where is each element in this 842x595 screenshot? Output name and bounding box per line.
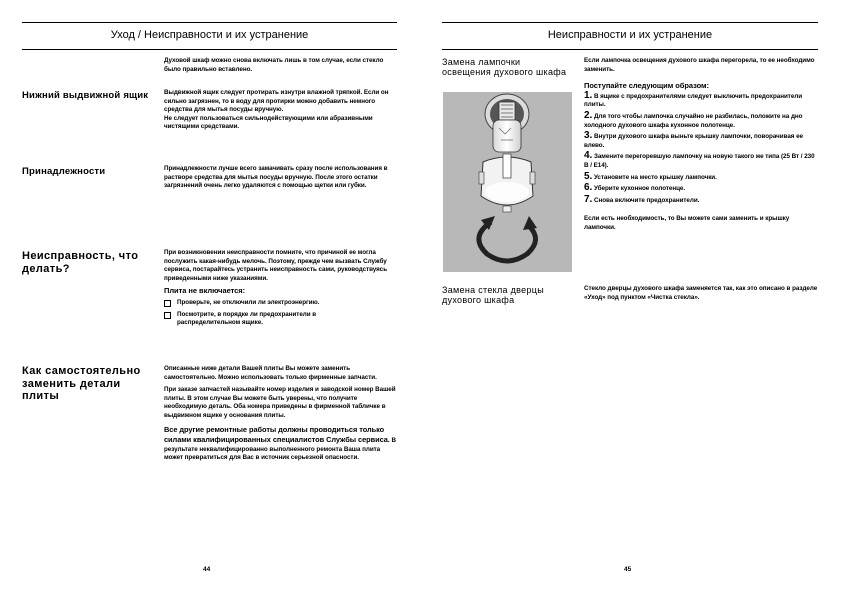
step-number: 7. bbox=[584, 193, 593, 205]
step-number: 1. bbox=[584, 89, 593, 101]
light-bulb-icon bbox=[493, 120, 521, 152]
glass-reinsert-note: Духовой шкаф можно снова включать лишь в том случае, если стекло было правильно вставлено. bbox=[164, 57, 384, 73]
section-body-glass: Стекло дверцы духового шкафа заменяется так, как это описано в разделе «Уход» под пунктом «Чистка стекла». bbox=[584, 285, 818, 301]
checklist-item bbox=[164, 299, 396, 308]
step-number: 3. bbox=[584, 130, 593, 142]
page-header: Уход / Неисправности и их устранение bbox=[22, 22, 397, 50]
section-heading-self-repair: Как самостоятельно заменить детали плиты bbox=[22, 365, 141, 402]
paragraph: При заказе запчастей называйте номер изделия и заводской номер Вашей плиты. В этом случае Вы можете быть уверены, что получите необходимую деталь. Оба номера приведены в фирменной табличке в выдвижном ящике у основания плиты. bbox=[164, 386, 396, 419]
section-body-lamp bbox=[584, 57, 818, 237]
page-header: Неисправности и их устранение bbox=[442, 22, 818, 50]
section-heading-glass: Замена стекла дверцы духового шкафа bbox=[442, 285, 544, 305]
paragraph: Принадлежности лучше всего замачивать сразу после использования в растворе средства для мытья посуды вручную. После этого остатки загрязнений очень легко удаляются с помощью щетки или губки. bbox=[164, 165, 388, 190]
step-number: 4. bbox=[584, 150, 593, 162]
step-text: Для того чтобы лампочка случайно не разбилась, положите на дно холодного духового шкафа кухонное полотенце. bbox=[584, 112, 803, 129]
step-item bbox=[584, 170, 818, 183]
page-number: 45 bbox=[624, 566, 632, 573]
paragraph: Не следует пользоваться сильнодействующими или абразивными чистящими средствами. bbox=[164, 114, 373, 131]
section-body-troubleshooting bbox=[164, 249, 396, 331]
section-heading-drawer: Нижний выдвижной ящик bbox=[22, 90, 149, 101]
section-heading-accessories: Принадлежности bbox=[22, 166, 106, 177]
step-number: 2. bbox=[584, 109, 593, 121]
section-body-self-repair bbox=[164, 365, 396, 463]
steps-title: Поступайте следующим образом: bbox=[584, 81, 709, 91]
lamp-cover-note: Если есть необходимость, то Вы можете сами заменить и крышку лампочки. bbox=[584, 215, 790, 231]
warning-tail: В результате неквалифицированно выполненного ремонта Ваша плита может превратиться для Вас в источник серьезной опасности. bbox=[164, 437, 397, 462]
step-text: Уберите кухонное полотенце. bbox=[593, 185, 686, 193]
checklist-item bbox=[164, 311, 396, 328]
paragraph: Если лампочка освещения духового шкафа перегорела, то ее необходимо заменить. bbox=[584, 57, 815, 73]
step-text: Замените перегоревшую лампочку на новую такого же типа (25 Вт / 230 В / E14). bbox=[584, 153, 815, 169]
step-text: В ящике с предохранителями следует выключить предохранители плиты. bbox=[584, 92, 803, 109]
step-text: Установите на место крышку лампочки. bbox=[593, 173, 717, 181]
warning-lead: Все другие ремонтные работы должны проводиться только силами квалифицированных специалистов Службы сервиса. bbox=[164, 424, 390, 445]
step-number: 5. bbox=[584, 170, 593, 182]
lamp-illustration-svg bbox=[443, 92, 572, 272]
page-45 bbox=[421, 0, 842, 595]
checkbox-icon bbox=[164, 300, 171, 307]
step-item bbox=[584, 152, 818, 170]
oven-lamp-replacement-illustration bbox=[443, 92, 572, 272]
section-body-drawer bbox=[164, 89, 396, 136]
subheading-not-switching-on: Плита не включается: bbox=[164, 286, 246, 296]
checklist-text: Проверьте, не отключили ли электроэнергию. bbox=[177, 298, 320, 306]
step-number: 6. bbox=[584, 182, 593, 194]
step-item bbox=[584, 132, 818, 150]
section-body-accessories bbox=[164, 165, 396, 195]
page-number: 44 bbox=[203, 566, 211, 573]
checkbox-icon bbox=[164, 312, 171, 319]
step-item bbox=[584, 109, 818, 130]
steps-list bbox=[584, 89, 818, 206]
step-item bbox=[584, 193, 818, 206]
section-heading-lamp: Замена лампочки освещения духового шкафа bbox=[442, 57, 567, 77]
step-item bbox=[584, 89, 818, 110]
paragraph: При возникновении неисправности помните, что причиной ее могла послужить какая-нибудь мелочь. Поэтому, прежде чем вызвать Службу сервиса, постарайтесь устранить неисправность сами, руководствуясь приведенными ниже указаниями. bbox=[164, 249, 388, 282]
step-text: Внутри духового шкафа выньте крышку лампочки, поворачивая ее влево. bbox=[584, 133, 803, 149]
step-item bbox=[584, 184, 818, 194]
checklist-text: Посмотрите, в порядке ли предохранители в распределительном ящике. bbox=[177, 310, 317, 327]
step-text: Снова включите предохранители. bbox=[593, 196, 700, 204]
paragraph: Выдвижной ящик следует протирать изнутри влажной тряпкой. Если он сильно загрязнен, то в воду для протирки можно добавить немного средства для мытья посуды вручную. bbox=[164, 89, 389, 114]
paragraph: Описанные ниже детали Вашей плиты Вы можете заменить самостоятельно. Можно использовать только фирменные запчасти. bbox=[164, 365, 377, 381]
section-heading-troubleshooting: Неисправность, что делать? bbox=[22, 250, 139, 275]
warning-paragraph bbox=[164, 425, 396, 463]
